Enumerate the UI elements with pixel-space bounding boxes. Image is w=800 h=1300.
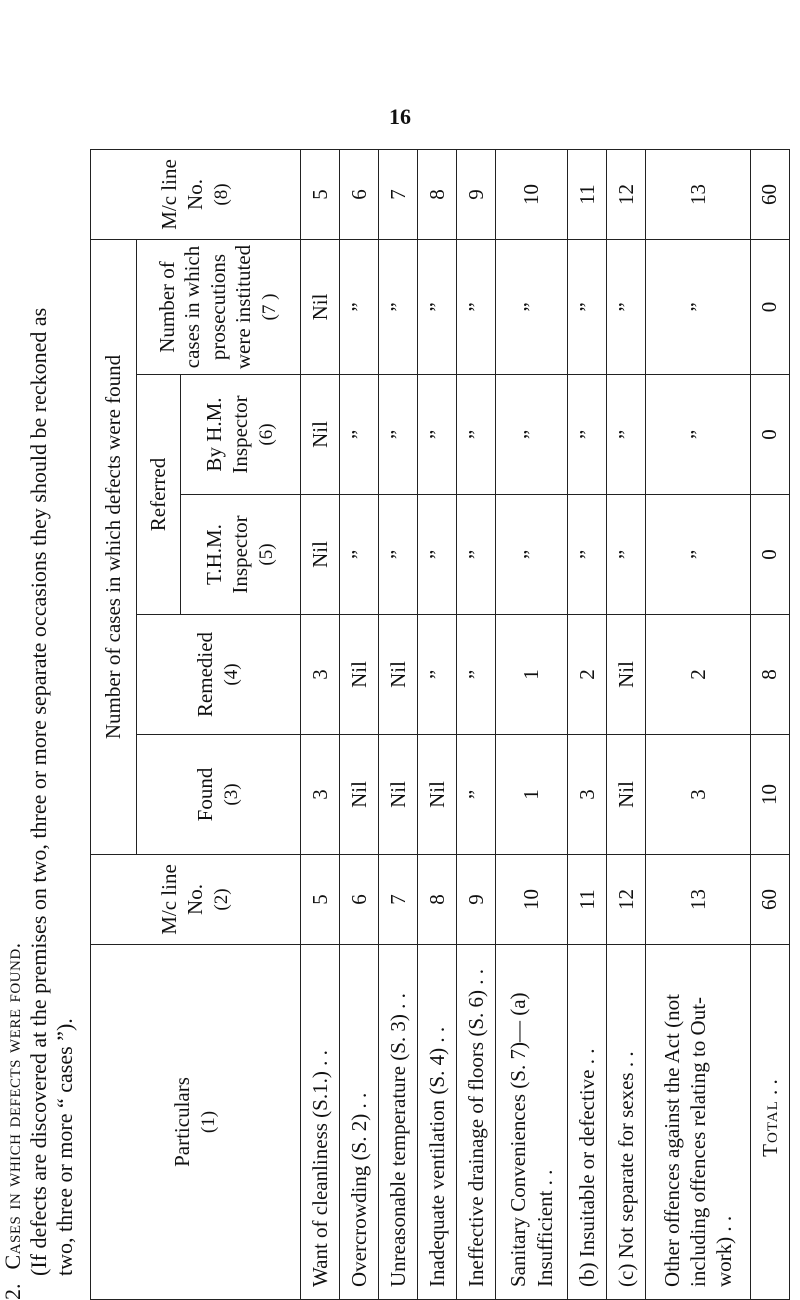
table-row — [457, 150, 496, 1300]
leader-dots: . . — [614, 1051, 638, 1067]
rotated-table-page — [90, 150, 790, 1300]
thm-cell: ” — [646, 495, 751, 615]
col-number: (1) — [198, 1111, 219, 1133]
line2-cell: 12 — [607, 150, 646, 240]
section-heading — [0, 150, 85, 1300]
hm-cell: 0 — [750, 375, 789, 495]
hm-cell: ” — [457, 375, 496, 495]
line2-cell: 5 — [301, 150, 340, 240]
line2-cell: 60 — [750, 150, 789, 240]
total-label: Total — [758, 1100, 782, 1157]
col-number: (2) — [211, 888, 232, 910]
line-cell: 12 — [607, 855, 646, 945]
line2-cell: 6 — [340, 150, 379, 240]
section-title-line — [0, 150, 26, 1300]
particulars-text: Other offences against the Act (not including offences relating to Out-work) — [660, 994, 737, 1287]
thm-cell: ” — [457, 495, 496, 615]
col-number: (4) — [221, 663, 242, 685]
col-header-thm-inspector — [181, 495, 301, 615]
group-header: Number of cases in which defects were found — [91, 240, 137, 855]
prosecutions-cell: ” — [379, 240, 418, 375]
col-header-line — [91, 855, 301, 945]
found-cell: Nil — [418, 735, 457, 855]
leader-dots: . . — [712, 1216, 736, 1232]
col-header-line2 — [91, 150, 301, 240]
particulars-cell — [418, 945, 457, 1300]
leader-dots: . . — [575, 1049, 599, 1065]
line2-cell: 11 — [568, 150, 607, 240]
hm-cell: ” — [607, 375, 646, 495]
group-header-row — [91, 150, 137, 1300]
hm-cell: ” — [646, 375, 751, 495]
line-cell: 7 — [379, 855, 418, 945]
col-header-remedied — [137, 615, 301, 735]
table-row — [646, 150, 751, 1300]
col-label: Remedied — [193, 632, 217, 717]
found-cell: Nil — [379, 735, 418, 855]
remedied-cell: ” — [418, 615, 457, 735]
table-row — [379, 150, 418, 1300]
line-cell: 6 — [340, 855, 379, 945]
col-label: T.H.M. Inspector — [202, 515, 251, 593]
line-cell: 60 — [750, 855, 789, 945]
particulars-cell — [301, 945, 340, 1300]
col-header-prosecutions — [137, 240, 301, 375]
table-row — [340, 150, 379, 1300]
particulars-cell — [496, 945, 568, 1300]
found-cell: 10 — [750, 735, 789, 855]
remedied-cell: Nil — [340, 615, 379, 735]
line-cell: 9 — [457, 855, 496, 945]
particulars-text: Inadequate ventilation (S. 4) — [425, 1048, 449, 1287]
remedied-cell: 2 — [568, 615, 607, 735]
total-row — [750, 150, 789, 1300]
leader-dots: . . — [533, 1170, 557, 1186]
prosecutions-cell: ” — [496, 240, 568, 375]
section-note-line1: (If defects are discovered at the premises on two, three or more separate occasions they should be reckoned as — [26, 150, 52, 1276]
found-cell: 3 — [301, 735, 340, 855]
particulars-cell — [379, 945, 418, 1300]
remedied-cell: 2 — [646, 615, 751, 735]
table-row — [568, 150, 607, 1300]
found-cell: 3 — [646, 735, 751, 855]
found-cell: ” — [457, 735, 496, 855]
col-number: (5) — [256, 543, 277, 565]
remedied-cell: 1 — [496, 615, 568, 735]
line2-cell: 10 — [496, 150, 568, 240]
particulars-text: Overcrowding (S. 2) — [347, 1114, 371, 1287]
particulars-text: Unreasonable temperature (S. 3) — [386, 1014, 410, 1287]
prosecutions-cell: 0 — [750, 240, 789, 375]
thm-cell: ” — [379, 495, 418, 615]
table-row — [418, 150, 457, 1300]
col-label: Found — [193, 768, 217, 822]
section-title: Cases in which defects were found. — [0, 942, 25, 1269]
particulars-text: (c) Not separate for sexes — [614, 1072, 638, 1287]
remedied-cell: 3 — [301, 615, 340, 735]
table-row — [301, 150, 340, 1300]
found-cell: Nil — [340, 735, 379, 855]
defects-table — [90, 149, 790, 1300]
thm-cell: ” — [418, 495, 457, 615]
referred-header: Referred — [137, 375, 181, 615]
section-number: 2. — [0, 1284, 25, 1300]
hm-cell: ” — [340, 375, 379, 495]
leader-dots: . . — [347, 1093, 371, 1109]
leader-dots: . . — [308, 1050, 332, 1066]
remedied-cell: Nil — [607, 615, 646, 735]
thm-cell: ” — [340, 495, 379, 615]
thm-cell: ” — [496, 495, 568, 615]
section-note-line2: two, three or more “ cases ”). — [52, 150, 78, 1276]
leader-dots: . . — [758, 1079, 782, 1095]
thm-cell: 0 — [750, 495, 789, 615]
col-label: By H.M. Inspector — [202, 395, 251, 473]
thm-cell: ” — [568, 495, 607, 615]
found-cell: 1 — [496, 735, 568, 855]
particulars-cell — [646, 945, 751, 1300]
page-number: 16 — [0, 104, 800, 130]
hm-cell: ” — [496, 375, 568, 495]
line-cell: 13 — [646, 855, 751, 945]
remedied-cell: Nil — [379, 615, 418, 735]
hm-cell: ” — [418, 375, 457, 495]
remedied-cell: 8 — [750, 615, 789, 735]
line2-cell: 13 — [646, 150, 751, 240]
table-row — [496, 150, 568, 1300]
col-label: M/c line No. — [157, 159, 206, 230]
col-number: (6) — [256, 423, 277, 445]
col-header-hm-inspector — [181, 375, 301, 495]
thm-cell: Nil — [301, 495, 340, 615]
leader-dots: . . — [386, 993, 410, 1009]
col-label: Number of cases in which prosecutions were instituted — [155, 245, 255, 369]
line2-cell: 9 — [457, 150, 496, 240]
prosecutions-cell: ” — [340, 240, 379, 375]
line-cell: 10 — [496, 855, 568, 945]
particulars-cell — [568, 945, 607, 1300]
particulars-cell — [607, 945, 646, 1300]
col-header-found — [137, 735, 301, 855]
found-cell: Nil — [607, 735, 646, 855]
particulars-text: Ineffective drainage of floors (S. 6) — [464, 990, 488, 1287]
prosecutions-cell: Nil — [301, 240, 340, 375]
prosecutions-cell: ” — [607, 240, 646, 375]
line-cell: 8 — [418, 855, 457, 945]
particulars-cell — [340, 945, 379, 1300]
col-number: (3) — [221, 783, 242, 805]
line-cell: 5 — [301, 855, 340, 945]
particulars-text: Sanitary Conveniences (S. 7)— (a) Insufficient — [506, 992, 556, 1287]
thm-cell: ” — [607, 495, 646, 615]
line-cell: 11 — [568, 855, 607, 945]
col-label: Particulars — [170, 1077, 194, 1167]
particulars-text: (b) Insuitable or defective — [575, 1070, 599, 1288]
found-cell: 3 — [568, 735, 607, 855]
particulars-cell — [750, 945, 789, 1300]
hm-cell: ” — [568, 375, 607, 495]
prosecutions-cell: ” — [568, 240, 607, 375]
hm-cell: ” — [379, 375, 418, 495]
hm-cell: Nil — [301, 375, 340, 495]
leader-dots: . . — [425, 1027, 449, 1043]
line2-cell: 7 — [379, 150, 418, 240]
particulars-cell — [457, 945, 496, 1300]
col-label: M/c line No. — [157, 864, 206, 935]
line2-cell: 8 — [418, 150, 457, 240]
prosecutions-cell: ” — [457, 240, 496, 375]
remedied-cell: ” — [457, 615, 496, 735]
col-header-particulars — [91, 945, 301, 1300]
prosecutions-cell: ” — [418, 240, 457, 375]
table-row — [607, 150, 646, 1300]
particulars-text: Want of cleanliness (S.1.) — [308, 1071, 332, 1287]
col-number: (7 ) — [259, 294, 280, 321]
leader-dots: . . — [464, 969, 488, 985]
col-number: (8) — [211, 183, 232, 205]
prosecutions-cell: ” — [646, 240, 751, 375]
